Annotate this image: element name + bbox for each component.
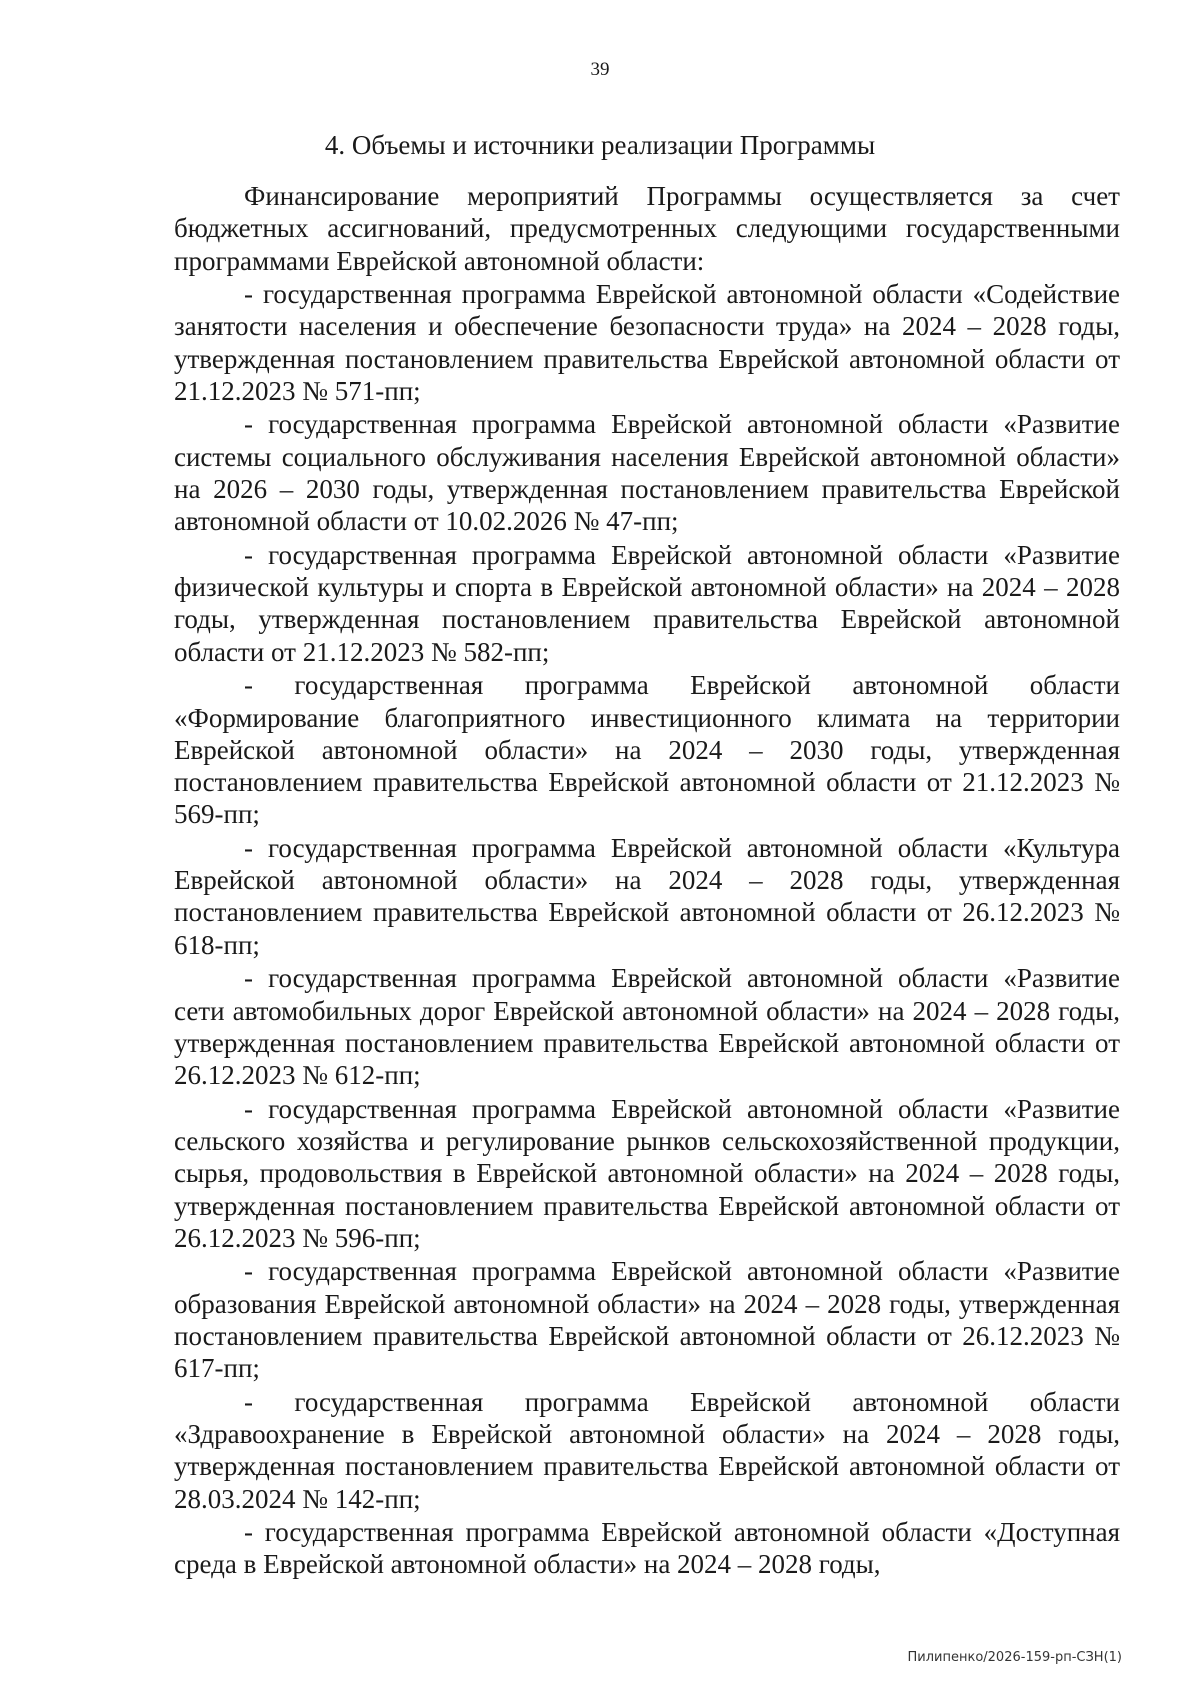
program-investment-paragraph: - государственная программа Еврейской автономной области «Формирование благоприятного инвестиционного климата на территории Еврейской автономной области» на 2024 – 2030 годы, утвержденная постановлением правительства Еврейской автономной области от 21.12.2023 № 569-пп;	[174, 670, 1120, 830]
program-employment-paragraph: - государственная программа Еврейской автономной области «Содействие занятости населения и обеспечение безопасности труда» на 2024 – 2028 годы, утвержденная постановлением правительства Еврейской автономной области от 21.12.2023 № 571-пп;	[174, 279, 1120, 406]
program-sport-paragraph: - государственная программа Еврейской автономной области «Развитие физической культуры и спорта в Еврейской автономной области» на 2024 – 2028 годы, утвержденная постановлением правительства Еврейской автономной области от 21.12.2023 № 582-пп;	[174, 539, 1120, 667]
footer-document-code: Пилипенко/2026-159-рп-СЗН(1)	[907, 1650, 1122, 1665]
intro-paragraph: Финансирование мероприятий Программы осуществляется за счет бюджетных ассигнований, предусмотренных следующими государственными программами Еврейской автономной области:	[174, 181, 1120, 276]
program-healthcare-paragraph: - государственная программа Еврейской автономной области «Здравоохранение в Еврейской автономной области» на 2024 – 2028 годы, утвержденная постановлением правительства Еврейской автономной области от 28.03.2024 № 142-пп;	[174, 1386, 1120, 1514]
page-number: 39	[590, 59, 610, 80]
program-social-services-paragraph: - государственная программа Еврейской автономной области «Развитие системы социального обслуживания населения Еврейской автономной области» на 2026 – 2030 годы, утвержденная постановлением правительства Еврейской автономной области от 10.02.2026 № 47-пп;	[174, 409, 1120, 537]
program-roads-paragraph: - государственная программа Еврейской автономной области «Развитие сети автомобильных дорог Еврейской автономной области» на 2024 – 2028 годы, утвержденная постановлением правительства Еврейской автономной области от 26.12.2023 № 612-пп;	[174, 963, 1120, 1091]
program-accessible-environment-paragraph: - государственная программа Еврейской автономной области «Доступная среда в Еврейской автономной области» на 2024 – 2028 годы,	[174, 1517, 1120, 1580]
body-text	[174, 180, 1120, 1581]
program-agriculture-paragraph: - государственная программа Еврейской автономной области «Развитие сельского хозяйства и регулирование рынков сельскохозяйственной продукции, сырья, продовольствия в Еврейской автономной области» на 2024 – 2028 годы, утвержденная постановлением правительства Еврейской автономной области от 26.12.2023 № 596-пп;	[174, 1093, 1120, 1253]
section-title: 4. Объемы и источники реализации Программы	[324, 130, 876, 160]
program-culture-paragraph: - государственная программа Еврейской автономной области «Культура Еврейской автономной области» на 2024 – 2028 годы, утвержденная постановлением правительства Еврейской автономной области от 26.12.2023 № 618-пп;	[174, 832, 1120, 960]
program-education-paragraph: - государственная программа Еврейской автономной области «Развитие образования Еврейской автономной области» на 2024 – 2028 годы, утвержденная постановлением правительства Еврейской автономной области от 26.12.2023 № 617-пп;	[174, 1256, 1120, 1384]
